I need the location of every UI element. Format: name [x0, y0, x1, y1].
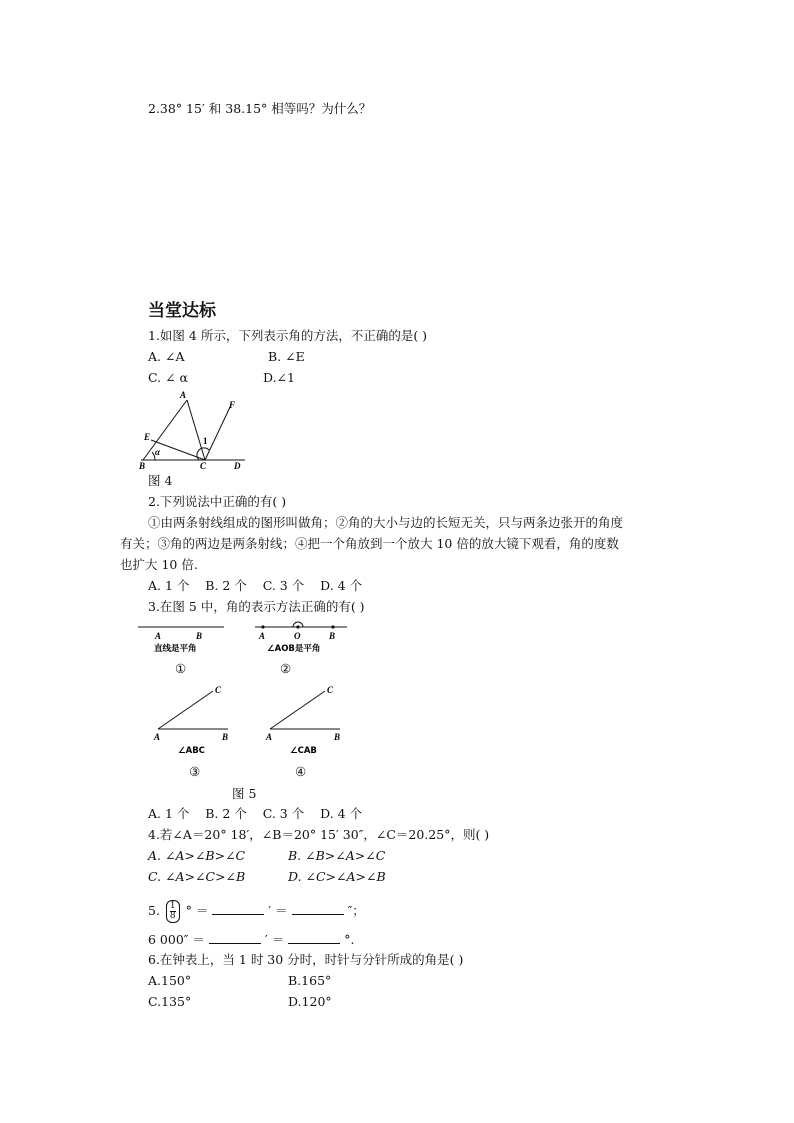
fig5-4-caption: ∠CAB [290, 746, 317, 756]
fig5-3-label-a: A [154, 732, 161, 742]
fig4-label-b: B [139, 461, 146, 471]
question-2-stem: 2.下列说法中正确的有( ) [148, 494, 287, 509]
figure-5-part-2 [255, 620, 350, 660]
question-5-minute-eq: ′ ＝ [268, 903, 288, 918]
figure-5-part-1 [138, 620, 228, 660]
fig5-1-label-b: B [196, 631, 203, 641]
question-5-line2 [148, 931, 354, 948]
question-6-option-a: A.150° [148, 973, 192, 988]
question-2-options: A. 1 个 B. 2 个 C. 3 个 D. 4 个 [148, 578, 363, 593]
fig5-4-label-c: C [327, 685, 334, 695]
question-text: 2.38° 15′ 和 38.15° 相等吗？为什么？ [148, 101, 372, 116]
question-5-second-tail: ″； [347, 903, 365, 918]
question-2-body-line3: 也扩大 10 倍. [120, 557, 198, 572]
question-2-body-line1: ①由两条射线组成的图形叫做角；②角的大小与边的长短无关，只与两条边张开的角度 [148, 515, 624, 530]
fig4-label-d: D [234, 461, 241, 471]
fig5-1-caption: 直线是平角 [154, 644, 197, 654]
fig5-2-label-o: O [294, 631, 301, 641]
question-4-option-b: B. ∠B>∠A>∠C [288, 848, 386, 863]
fig4-label-f: F [229, 400, 236, 410]
question-5-line2-mid: ′ ＝ [264, 932, 285, 947]
question-5-line1 [148, 900, 365, 923]
question-3-stem: 3.在图 5 中，角的表示方法正确的有( ) [148, 599, 365, 614]
fig5-3-caption: ∠ABC [178, 746, 205, 756]
fig5-2-label-b: B [329, 631, 336, 641]
fig4-label-one: 1 [203, 436, 208, 446]
question-5-fraction [166, 900, 180, 923]
question-6-stem: 6.在钟表上，当 1 时 30 分时，时针与分针所成的角是( ) [148, 952, 464, 967]
question-1-option-b: B. ∠E [268, 349, 305, 364]
fig4-label-e: E [144, 432, 151, 442]
fig5-number-2: ② [280, 661, 292, 676]
figure-4-diagram [135, 388, 255, 472]
figure-4-caption: 图 4 [148, 473, 173, 488]
question-5-line2-tail: °. [344, 932, 355, 947]
fig4-label-a: A [180, 390, 187, 400]
question-1-stem: 1.如图 4 所示，下列表示角的方法，不正确的是( ) [148, 328, 428, 343]
answer-blank[interactable] [292, 902, 344, 915]
question-1-option-a: A. ∠A [148, 349, 185, 364]
question-5-frac-den: 8 [169, 911, 176, 921]
fig5-1-label-a: A [155, 631, 162, 641]
fig5-2-caption: ∠AOB是平角 [267, 644, 321, 654]
section-title: 当堂达标 [148, 301, 216, 321]
figure-5-part-3 [150, 683, 240, 758]
question-5-frac-num: 1 [169, 901, 176, 911]
fig5-number-4: ④ [295, 764, 307, 779]
fig4-label-c: C [200, 461, 207, 471]
fig4-label-alpha: α [155, 447, 160, 457]
question-4-stem: 4.若∠A＝20° 18′，∠B＝20° 15′ 30″，∠C＝20.25°，则( ) [148, 827, 490, 842]
answer-blank[interactable] [288, 931, 340, 944]
answer-blank[interactable] [212, 902, 264, 915]
figure-5-part-4 [262, 683, 352, 758]
question-6-option-b: B.165° [288, 973, 332, 988]
fig5-2-label-a: A [259, 631, 266, 641]
question-1-option-c: C. ∠ α [148, 370, 188, 385]
figure-5-caption: 图 5 [232, 786, 257, 801]
question-6-option-d: D.120° [288, 994, 332, 1009]
question-1-option-d: D.∠1 [263, 370, 295, 385]
question-2-body-line2: 有关；③角的两边是两条射线；④把一个角放到一个放大 10 倍的放大镜下观看，角的度数 [120, 536, 619, 551]
question-5-line2-head: 6 000″ ＝ [148, 932, 205, 947]
fig5-number-3: ③ [189, 764, 201, 779]
question-5-prefix: 5. [148, 903, 160, 918]
question-4-option-d: D. ∠C>∠A>∠B [288, 869, 386, 884]
fig5-4-label-b: B [334, 732, 341, 742]
fig5-4-label-a: A [266, 732, 273, 742]
fig5-3-label-c: C [215, 685, 222, 695]
question-4-option-c: C. ∠A>∠C>∠B [148, 869, 246, 884]
fig5-3-label-b: B [222, 732, 229, 742]
fig5-number-1: ① [175, 661, 187, 676]
question-3-options: A. 1 个 B. 2 个 C. 3 个 D. 4 个 [148, 806, 363, 821]
answer-blank[interactable] [209, 931, 261, 944]
question-4-option-a: A. ∠A>∠B>∠C [148, 848, 246, 863]
question-6-option-c: C.135° [148, 994, 192, 1009]
question-5-degree-eq: ° ＝ [185, 903, 209, 918]
